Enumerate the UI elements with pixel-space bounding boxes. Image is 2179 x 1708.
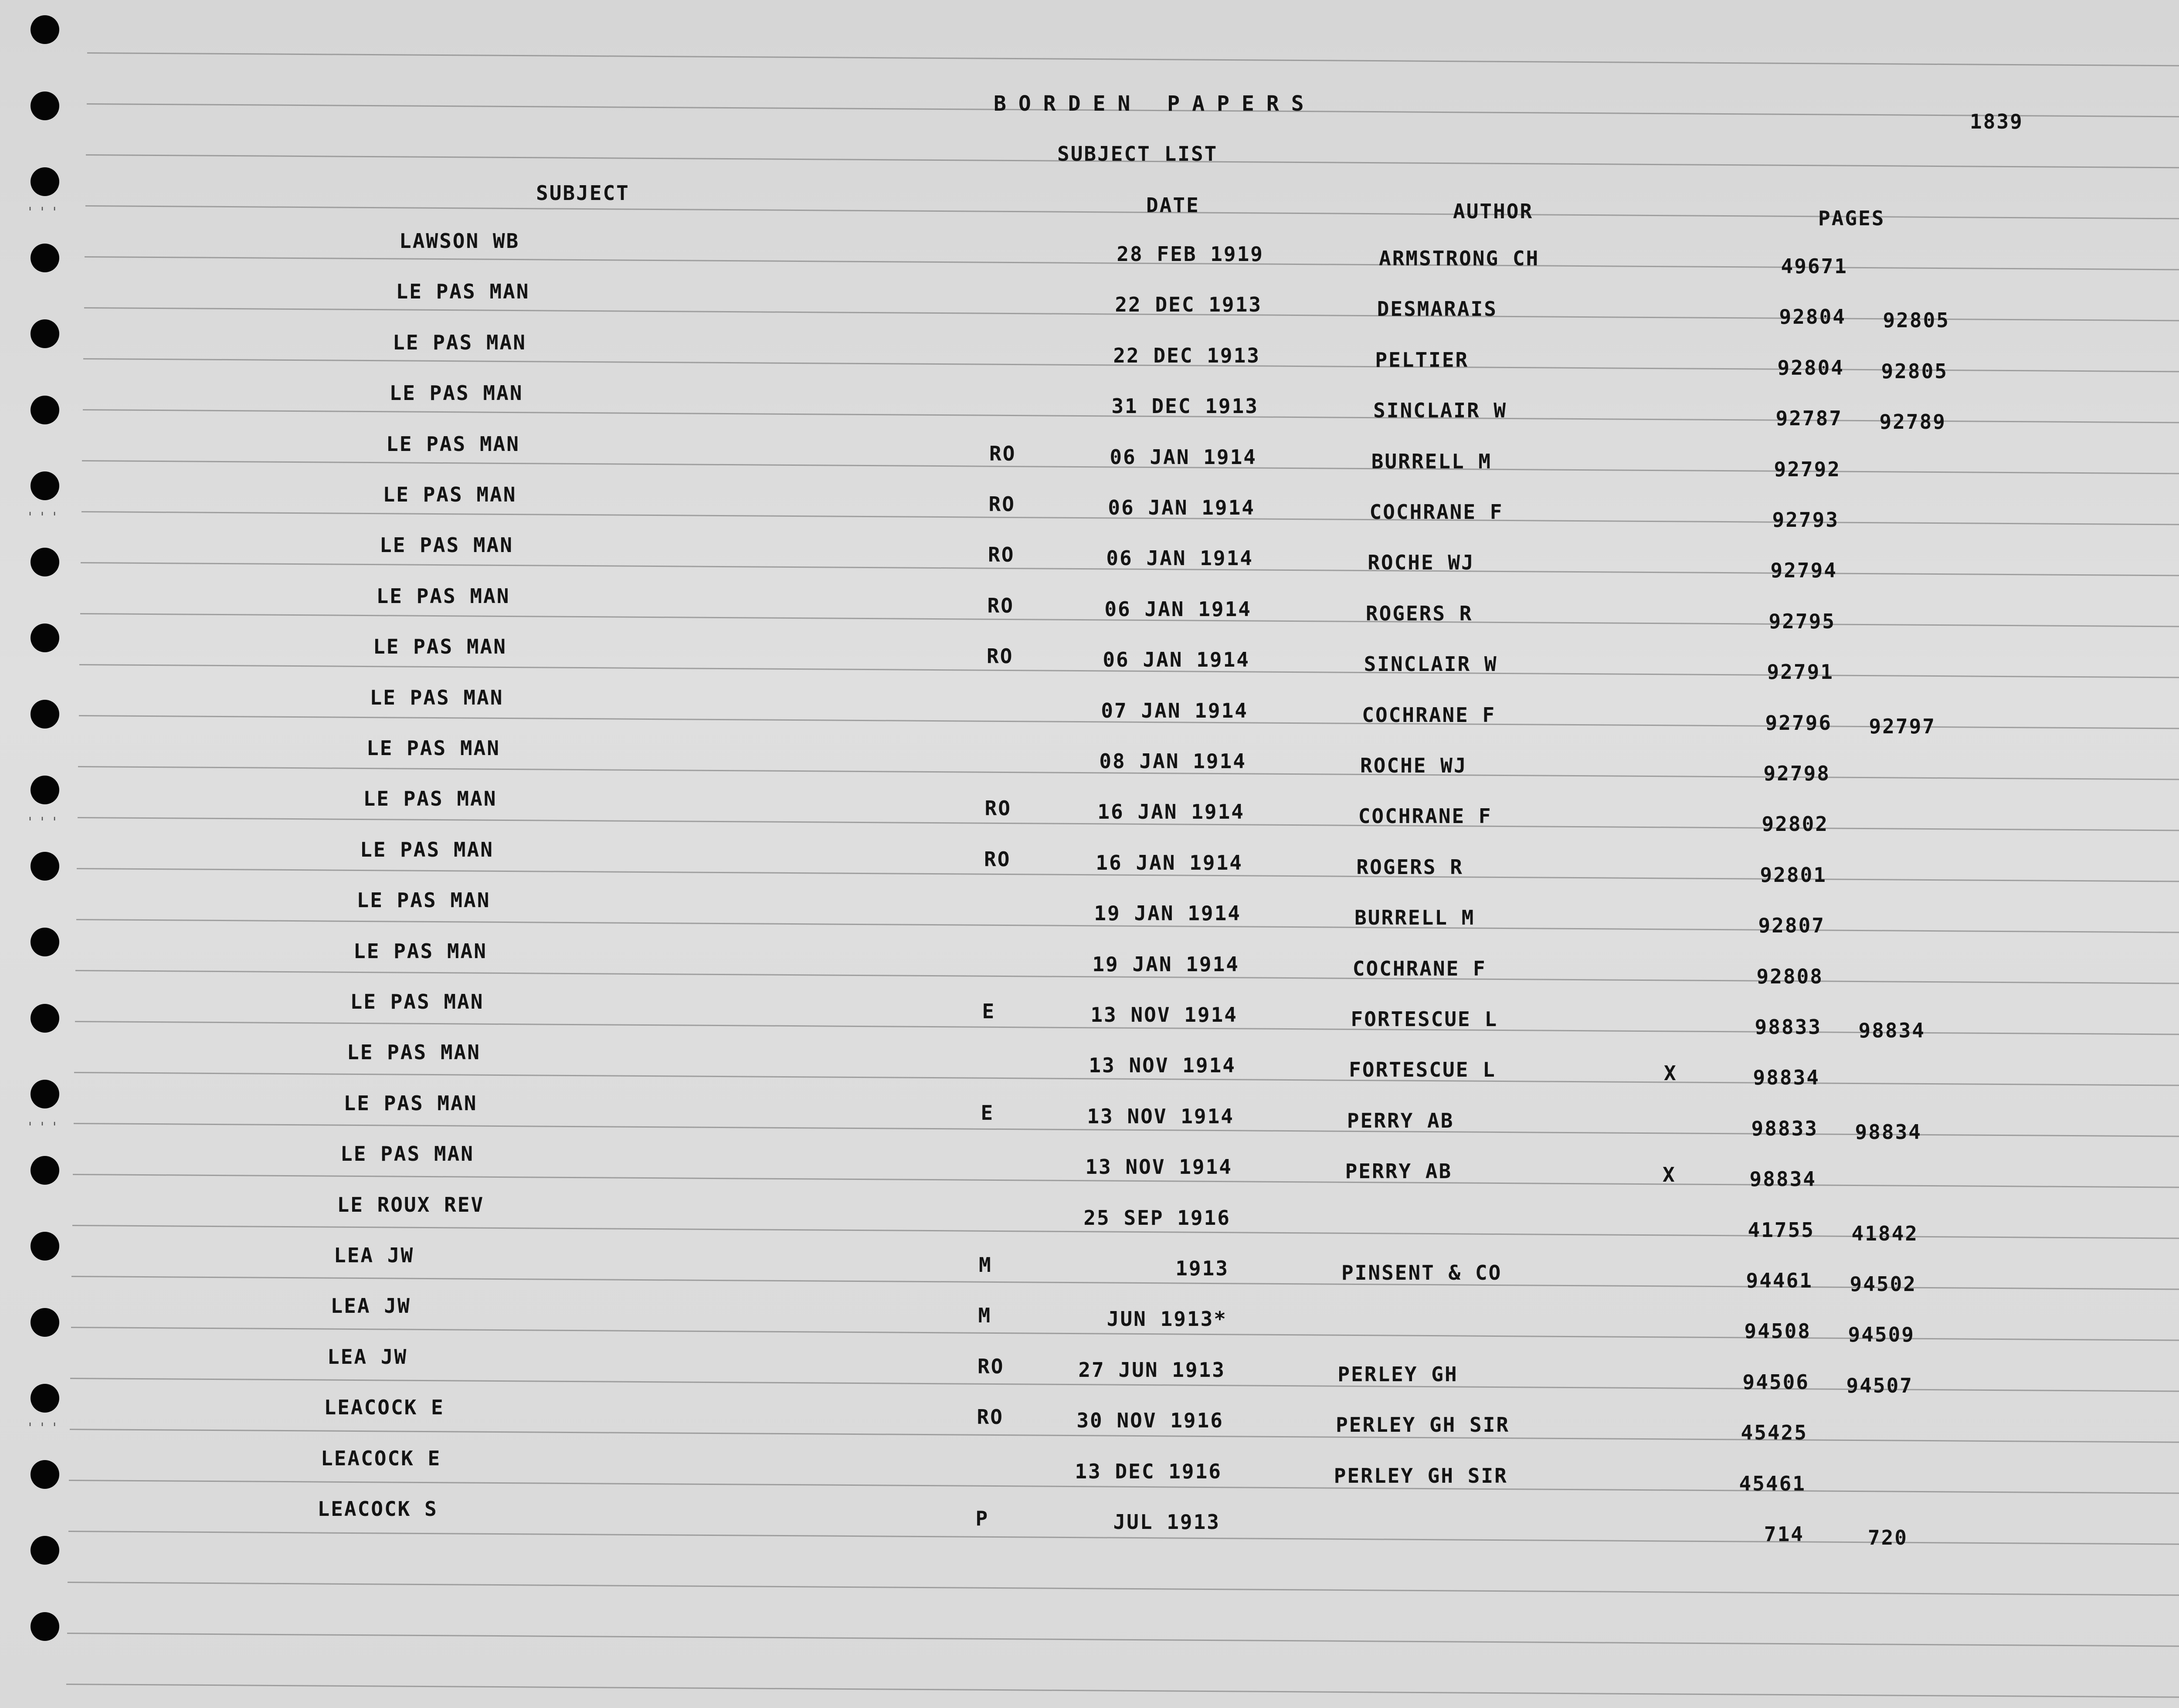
subject-cell: LE PAS MAN — [367, 736, 500, 760]
ruled-line — [87, 52, 2179, 67]
subject-cell: LEA JW — [334, 1244, 414, 1267]
author-cell: PERRY AB — [1345, 1159, 1453, 1183]
page-start-cell: 92802 — [1762, 812, 1829, 836]
page-start-cell: 92792 — [1774, 457, 1841, 481]
code-cell: RO — [984, 796, 1011, 820]
feed-hole — [31, 167, 59, 196]
date-cell: 13 NOV 1914 — [1090, 1003, 1238, 1027]
author-cell: ROCHE WJ — [1368, 551, 1475, 575]
page-end-cell: 92797 — [1869, 714, 1936, 738]
author-cell: SINCLAIR W — [1373, 399, 1507, 423]
page-start-cell: 92801 — [1760, 863, 1827, 887]
date-cell: 06 JAN 1914 — [1108, 496, 1255, 519]
feed-hole — [31, 548, 59, 576]
subject-cell: LE PAS MAN — [363, 787, 497, 811]
date-cell: 07 JAN 1914 — [1101, 698, 1248, 722]
page-start-cell: 98834 — [1749, 1167, 1816, 1191]
code-cell: RO — [988, 492, 1015, 516]
author-cell: COCHRANE F — [1369, 500, 1504, 524]
feed-hole — [31, 1080, 59, 1108]
author-cell: FORTESCUE L — [1349, 1058, 1496, 1082]
page-start-cell: 92796 — [1765, 711, 1832, 735]
date-cell: 1913 — [1175, 1257, 1229, 1280]
margin-tick: ''' — [26, 815, 63, 830]
feed-hole — [31, 1536, 59, 1565]
date-cell: 06 JAN 1914 — [1110, 445, 1257, 469]
feed-hole — [31, 1308, 59, 1337]
feed-hole — [31, 396, 59, 424]
page-end-cell: 94502 — [1850, 1272, 1917, 1296]
subject-cell: LE PAS MAN — [340, 1142, 474, 1166]
date-cell: 22 DEC 1913 — [1113, 343, 1260, 367]
page-start-cell: 92808 — [1756, 964, 1823, 988]
author-cell: BURRELL M — [1371, 449, 1492, 473]
subject-cell: LEA JW — [330, 1294, 411, 1318]
author-cell: PELTIER — [1375, 348, 1469, 372]
margin-tick: ''' — [26, 510, 63, 525]
page-start-cell: 92804 — [1777, 356, 1844, 380]
author-cell: FORTESCUE L — [1351, 1007, 1498, 1031]
page-start-cell: 49671 — [1781, 254, 1848, 278]
page-start-cell: 98834 — [1753, 1066, 1820, 1090]
date-cell: 31 DEC 1913 — [1111, 394, 1259, 418]
code-cell: E — [982, 1000, 996, 1023]
author-cell: SINCLAIR W — [1364, 652, 1498, 676]
code-cell: RO — [977, 1405, 1004, 1429]
feed-hole — [31, 1384, 59, 1413]
page-end-cell: 720 — [1867, 1526, 1908, 1549]
subject-cell: LE PAS MAN — [343, 1091, 478, 1115]
page-start-cell: 94461 — [1746, 1269, 1813, 1292]
subject-cell: LE PAS MAN — [353, 939, 487, 963]
date-cell: 06 JAN 1914 — [1106, 546, 1253, 570]
ruled-line — [67, 1633, 2179, 1647]
header-subject: SUBJECT — [536, 181, 630, 205]
subject-cell: LEACOCK E — [321, 1446, 441, 1470]
date-cell: 27 JUN 1913 — [1078, 1358, 1225, 1382]
page-end-cell: 92805 — [1881, 359, 1948, 383]
page-end-cell: 98834 — [1858, 1019, 1925, 1042]
page-start-cell: 92798 — [1763, 762, 1830, 785]
feed-hole — [31, 700, 59, 729]
page-start-cell: 92787 — [1775, 407, 1843, 430]
document-title: BORDEN PAPERS — [994, 92, 1316, 116]
subject-cell: LE PAS MAN — [389, 381, 523, 405]
feed-hole — [31, 776, 59, 804]
author-cell: ROCHE WJ — [1360, 754, 1467, 777]
page-start-cell: 98833 — [1751, 1116, 1818, 1140]
author-cell: ARMSTRONG CH — [1379, 247, 1540, 270]
subject-cell: LE PAS MAN — [360, 837, 494, 861]
feed-hole — [31, 852, 59, 881]
date-cell: 19 JAN 1914 — [1094, 901, 1241, 925]
page-number: 1839 — [1970, 110, 2023, 133]
header-author: AUTHOR — [1453, 200, 1534, 223]
feed-hole — [31, 1460, 59, 1489]
page-start-cell: 92794 — [1770, 559, 1837, 583]
author-cell: COCHRANE F — [1358, 804, 1492, 828]
header-date: DATE — [1146, 193, 1200, 217]
date-cell: 06 JAN 1914 — [1104, 597, 1252, 621]
margin-tick: ''' — [26, 1420, 63, 1436]
x-mark: X — [1663, 1163, 1676, 1187]
subject-cell: LE PAS MAN — [380, 533, 513, 557]
page-end-cell: 94507 — [1846, 1373, 1913, 1397]
margin-tick: ''' — [26, 1120, 63, 1135]
page-end-cell: 92789 — [1879, 410, 1946, 434]
page-start-cell: 92793 — [1772, 508, 1839, 532]
subject-cell: LEACOCK E — [324, 1396, 445, 1420]
date-cell: 28 FEB 1919 — [1117, 242, 1264, 266]
code-cell: RO — [977, 1354, 1005, 1378]
feed-hole — [31, 15, 59, 44]
date-cell: 16 JAN 1914 — [1097, 800, 1245, 824]
x-mark: X — [1664, 1061, 1677, 1085]
date-cell: 06 JAN 1914 — [1103, 648, 1250, 672]
page-end-cell: 98834 — [1855, 1120, 1922, 1144]
author-cell: PINSENT & CO — [1341, 1261, 1502, 1284]
author-cell: COCHRANE F — [1362, 703, 1496, 727]
page-end-cell: 92805 — [1883, 308, 1950, 332]
code-cell: RO — [984, 847, 1011, 871]
author-cell: ROGERS R — [1356, 855, 1463, 879]
code-cell: RO — [988, 543, 1015, 567]
page-end-cell: 94509 — [1848, 1323, 1915, 1347]
page-start-cell: 94508 — [1744, 1319, 1811, 1343]
code-cell: RO — [987, 644, 1014, 668]
page-start-cell: 45425 — [1741, 1421, 1808, 1445]
author-cell: DESMARAIS — [1377, 297, 1497, 321]
author-cell: ROGERS R — [1365, 601, 1473, 625]
page-start-cell: 41755 — [1748, 1218, 1815, 1242]
page-start-cell: 92791 — [1767, 660, 1834, 684]
subject-cell: LE PAS MAN — [383, 483, 517, 506]
date-cell: 13 NOV 1914 — [1085, 1155, 1232, 1179]
subject-cell: LE PAS MAN — [386, 432, 520, 456]
page-start-cell: 92795 — [1768, 609, 1836, 633]
page-start-cell: 98833 — [1755, 1015, 1822, 1039]
date-cell: 22 DEC 1913 — [1115, 293, 1262, 317]
date-cell: 16 JAN 1914 — [1096, 851, 1243, 874]
page-start-cell: 94506 — [1742, 1370, 1809, 1394]
date-cell: JUL 1913 — [1113, 1510, 1220, 1534]
subject-cell: LEA JW — [327, 1345, 408, 1369]
subject-cell: LE PAS MAN — [373, 635, 507, 659]
date-cell: JUN 1913* — [1106, 1307, 1227, 1331]
author-cell: COCHRANE F — [1352, 956, 1487, 980]
subject-cell: LEACOCK S — [317, 1497, 438, 1521]
subject-cell: LE PAS MAN — [356, 888, 491, 912]
subject-cell: LE PAS MAN — [396, 280, 530, 304]
feed-hole — [31, 92, 59, 120]
feed-hole — [31, 319, 59, 348]
author-cell: PERRY AB — [1347, 1108, 1454, 1132]
code-cell: E — [981, 1101, 994, 1125]
subject-cell: LE PAS MAN — [350, 990, 484, 1013]
author-cell: PERLEY GH — [1337, 1362, 1458, 1386]
code-cell: P — [975, 1507, 989, 1530]
author-cell: PERLEY GH SIR — [1334, 1464, 1508, 1488]
ruled-line — [68, 1582, 2179, 1596]
page-start-cell: 92804 — [1779, 305, 1846, 329]
page-start-cell: 45461 — [1739, 1471, 1806, 1495]
header-pages: PAGES — [1818, 207, 1885, 230]
date-cell: 13 NOV 1914 — [1087, 1104, 1234, 1128]
feed-hole — [31, 471, 59, 500]
margin-tick: ''' — [26, 205, 63, 220]
feed-hole — [31, 244, 59, 272]
date-cell: 19 JAN 1914 — [1092, 952, 1239, 976]
feed-hole — [31, 1612, 59, 1641]
code-cell: RO — [987, 593, 1014, 617]
date-cell: 13 DEC 1916 — [1075, 1459, 1222, 1483]
date-cell: 13 NOV 1914 — [1089, 1054, 1236, 1078]
subject-cell: LE PAS MAN — [376, 584, 510, 608]
date-cell: 08 JAN 1914 — [1099, 749, 1246, 773]
ruled-line — [66, 1684, 2179, 1698]
list-title: SUBJECT LIST — [1057, 142, 1218, 166]
feed-hole — [31, 1232, 59, 1261]
subject-cell: LE PAS MAN — [347, 1040, 481, 1064]
feed-hole — [31, 624, 59, 652]
subject-cell: LAWSON WB — [399, 229, 520, 253]
date-cell: 30 NOV 1916 — [1076, 1409, 1224, 1433]
subject-cell: LE PAS MAN — [370, 685, 504, 709]
author-cell: PERLEY GH SIR — [1336, 1413, 1510, 1437]
feed-hole — [31, 928, 59, 956]
code-cell: RO — [989, 441, 1016, 465]
page-end-cell: 41842 — [1851, 1221, 1918, 1245]
feed-hole — [31, 1004, 59, 1033]
code-cell: M — [978, 1304, 992, 1328]
feed-hole — [31, 1156, 59, 1185]
subject-cell: LE ROUX REV — [337, 1193, 485, 1217]
page-start-cell: 714 — [1764, 1522, 1804, 1546]
code-cell: M — [979, 1253, 992, 1277]
page-start-cell: 92807 — [1758, 914, 1825, 938]
subject-cell: LE PAS MAN — [393, 330, 526, 354]
date-cell: 25 SEP 1916 — [1083, 1206, 1231, 1230]
author-cell: BURRELL M — [1354, 906, 1475, 930]
